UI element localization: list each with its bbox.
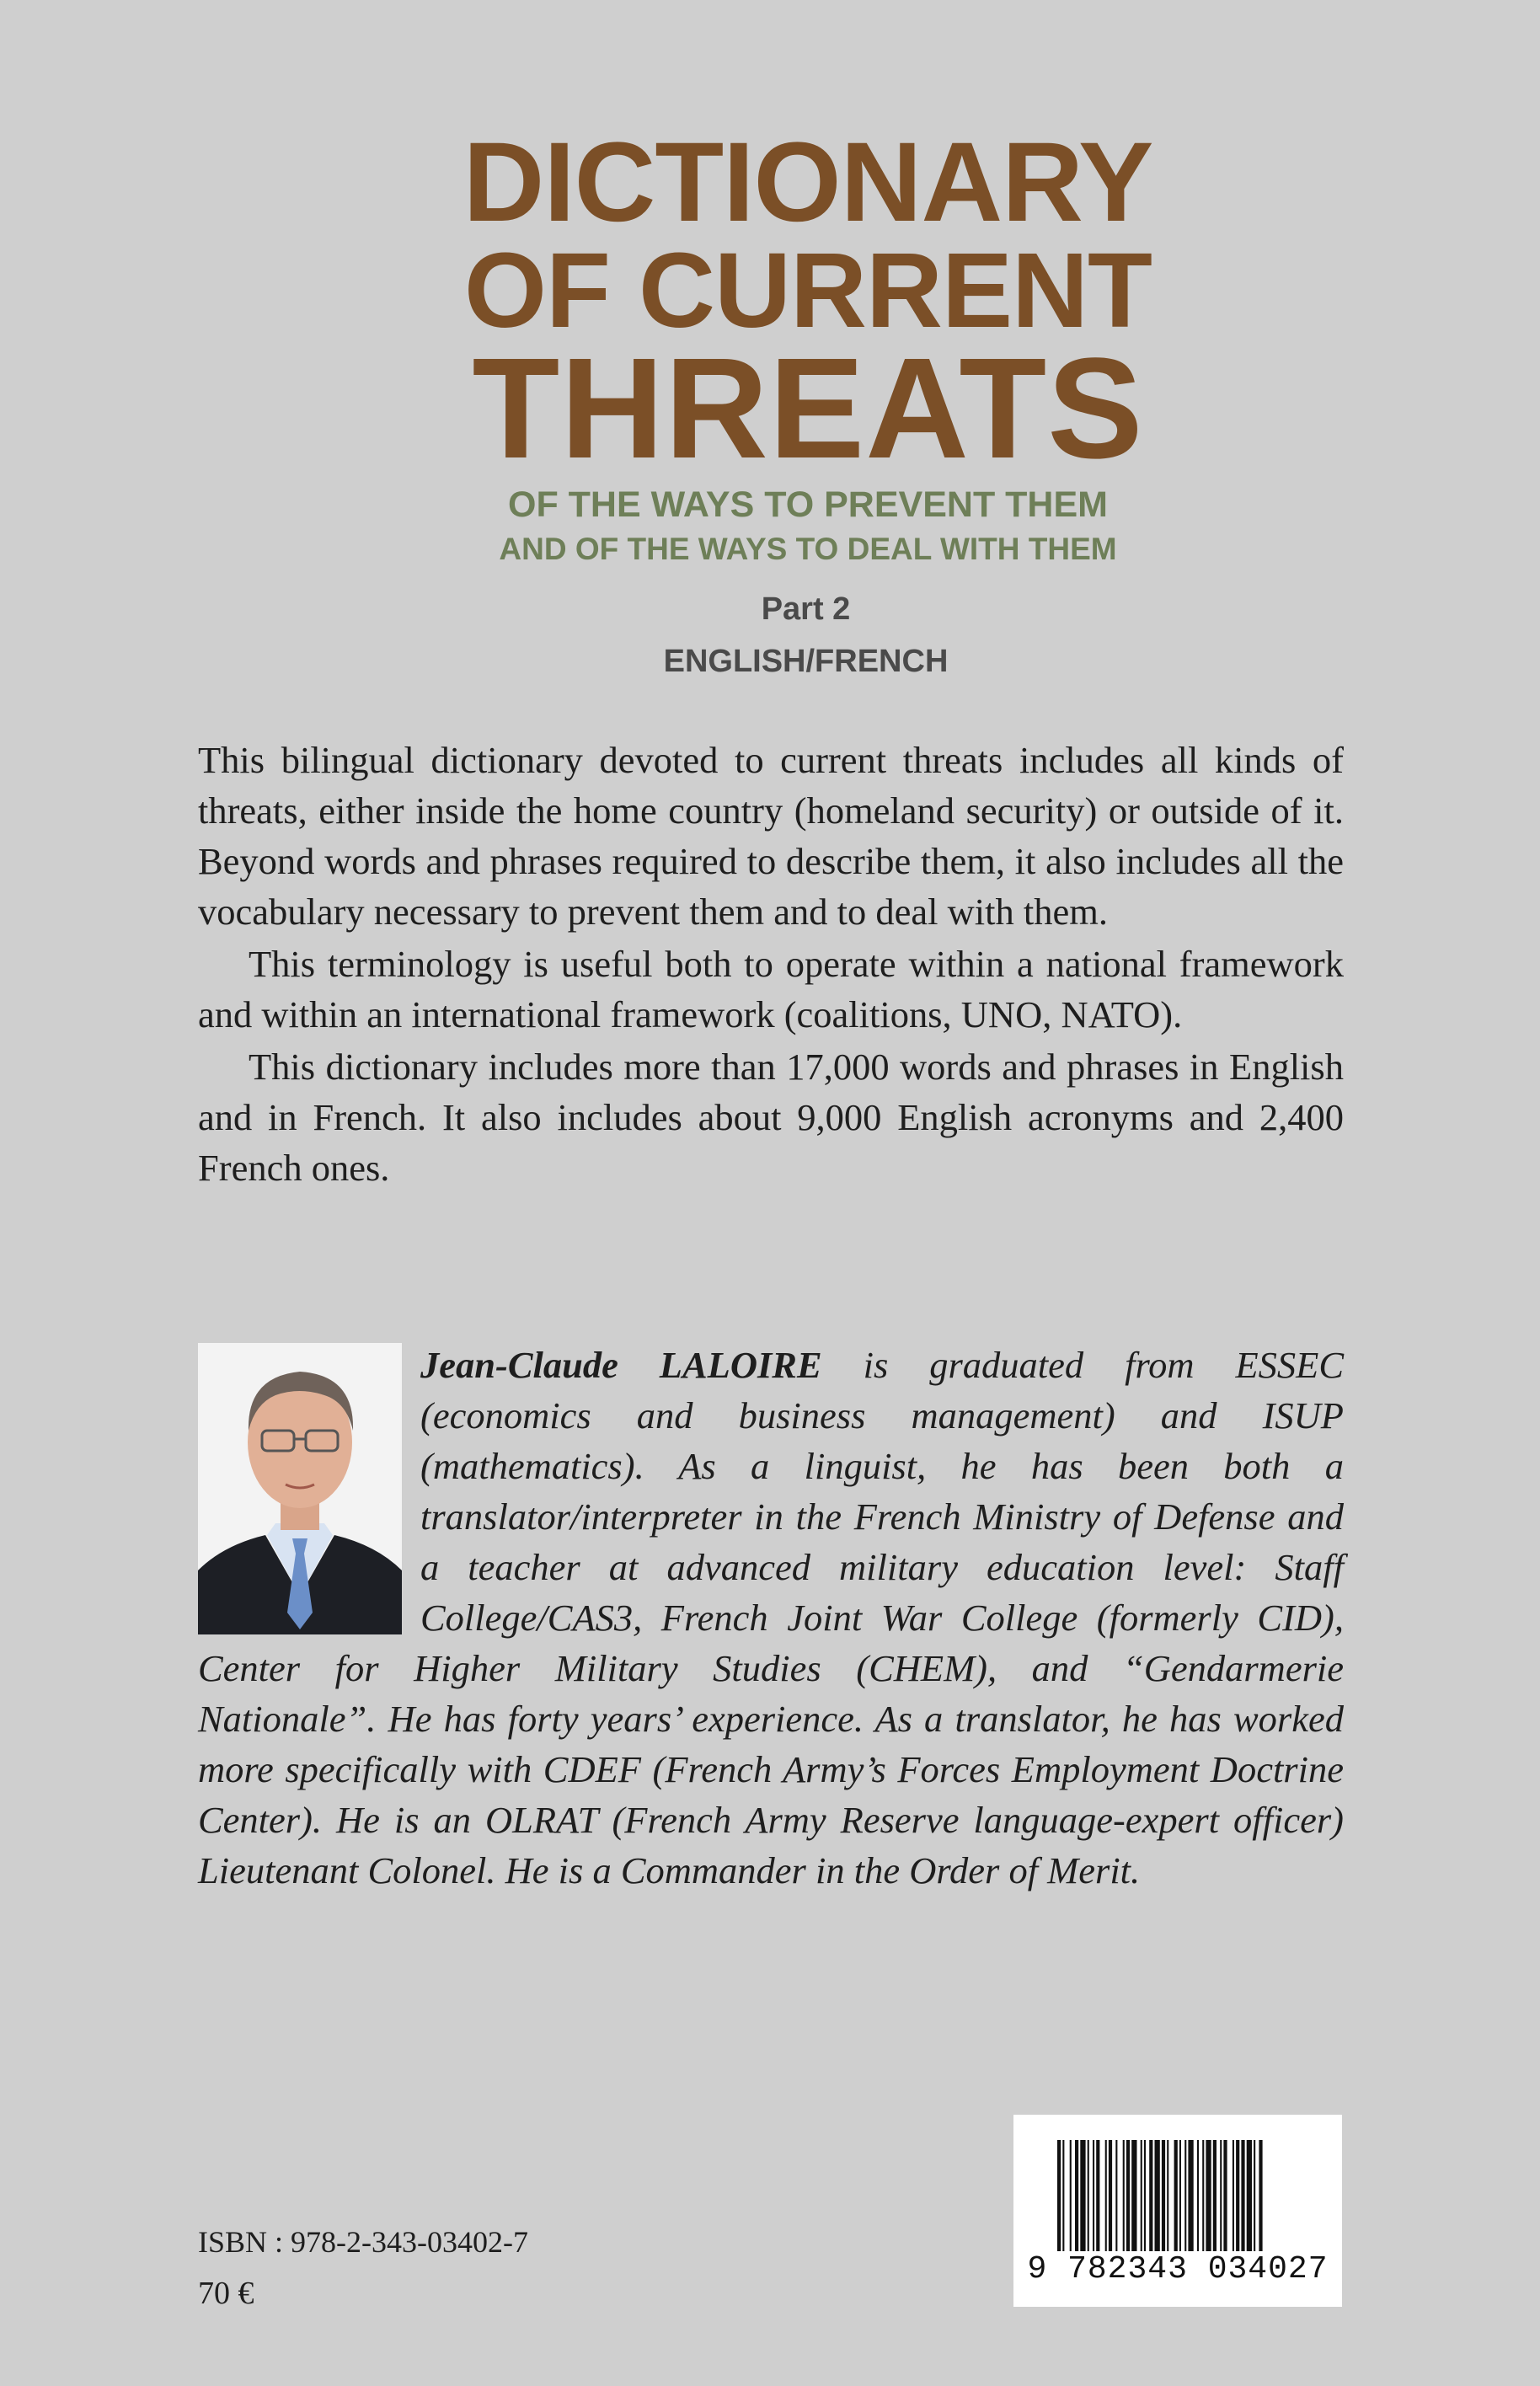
price: 70 € bbox=[198, 2276, 254, 2311]
title-line-3: THREATS bbox=[472, 329, 1144, 489]
isbn: ISBN : 978-2-343-03402-7 bbox=[198, 2225, 528, 2259]
title-line-1: DICTIONARY bbox=[463, 120, 1153, 245]
part-label bbox=[0, 591, 1540, 628]
description-paragraph-2: This terminology is useful both to operate within a national framework and within an international framework (coalitions, UNO, NATO). bbox=[198, 943, 1344, 1035]
author-photo bbox=[198, 1343, 402, 1634]
barcode bbox=[1013, 2115, 1342, 2307]
title-block bbox=[0, 120, 1540, 566]
author-name: Jean-Claude LALOIRE bbox=[420, 1344, 822, 1386]
part-text: Part 2 bbox=[761, 591, 851, 627]
language-text: ENGLISH/FRENCH bbox=[663, 644, 949, 679]
author-block bbox=[198, 1340, 1344, 1896]
barcode-bars bbox=[1057, 2140, 1298, 2251]
description-paragraph-3: This dictionary includes more than 17,000 words and phrases in English and in French. It also includes about 9,000 English acronyms and 2,400 French ones. bbox=[198, 1046, 1344, 1189]
description bbox=[198, 735, 1344, 1193]
author-bio: is graduated from ESSEC (economics and business management) and ISUP (mathematics). As a linguist, he has been both a translator/interpreter in the French Ministry of Defense and a teacher at advanced military education level: Staff College/CAS3, French Joint War College (formerly CID), Center for Higher Military Studies (CHEM), and “Gendarmerie Nationale”. He has forty years’ experience. As a translator, he has worked more specifically with CDEF (French Army’s Forces Employment Doctrine Center). He is an OLRAT (French Army Reserve language-expert officer) Lieutenant Colonel. He is a Commander in the Order of Merit. bbox=[198, 1344, 1344, 1891]
barcode-digits: 9 782343 034027 bbox=[1027, 2251, 1329, 2287]
language-label bbox=[0, 644, 1540, 680]
subtitle-line-1: OF THE WAYS TO PREVENT THEM bbox=[508, 484, 1108, 525]
subtitle-line-2: AND OF THE WAYS TO DEAL WITH THEM bbox=[499, 532, 1117, 566]
title-line-2: OF CURRENT bbox=[464, 231, 1152, 350]
description-paragraph-1: This bilingual dictionary devoted to current threats includes all kinds of threats, either inside the home country (homeland security) or outside of it. Beyond words and phrases required to describe them, it also includes all the vocabulary necessary to prevent them and to deal with them. bbox=[198, 739, 1344, 933]
